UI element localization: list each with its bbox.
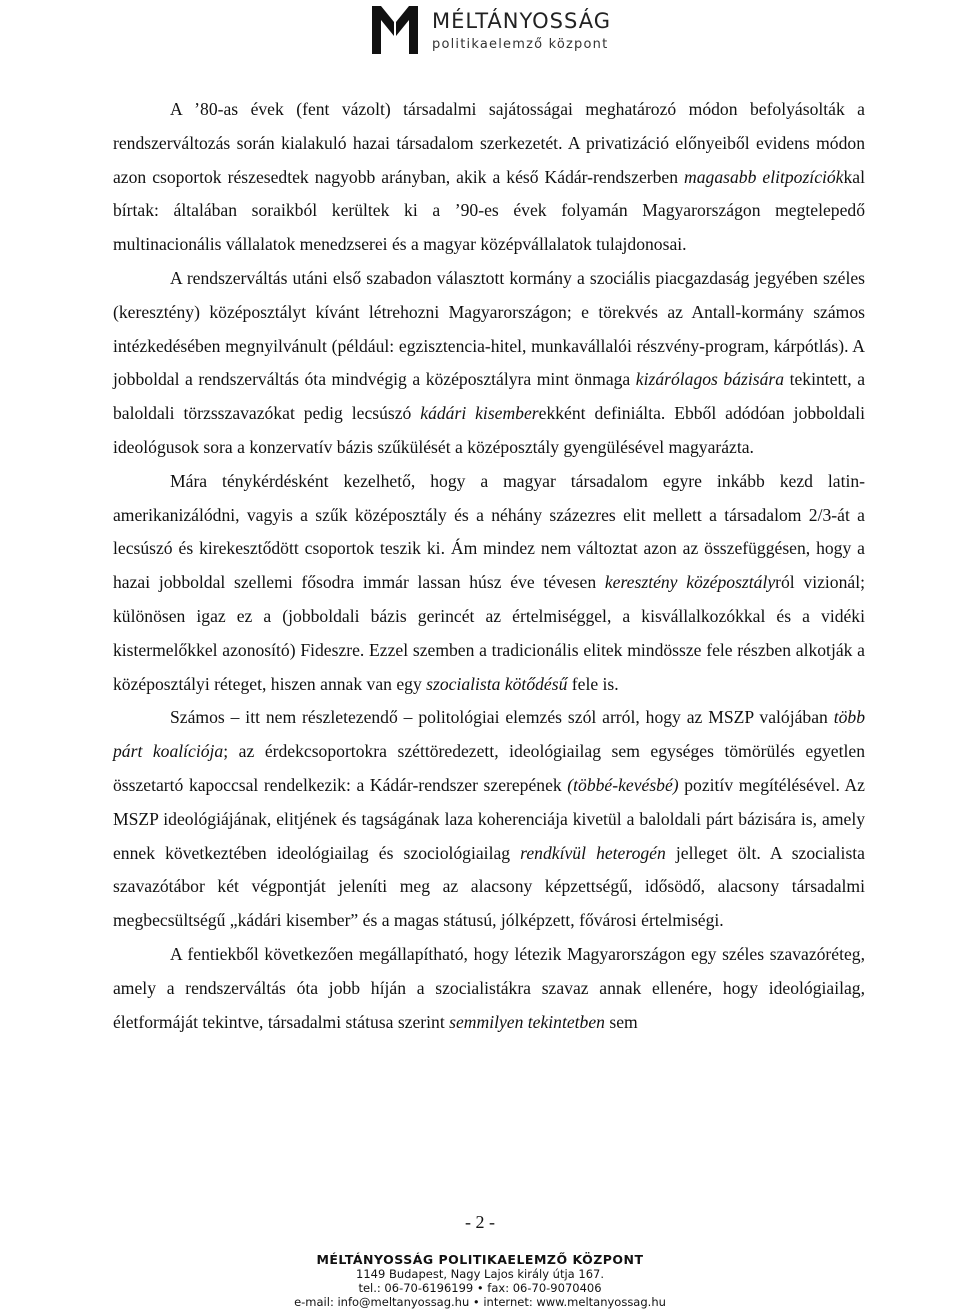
text-run: fele is. xyxy=(567,673,619,694)
footer-web: e-mail: info@meltanyossag.hu • internet: www.meltanyossag.hu xyxy=(294,1295,666,1309)
italic-phrase: szocialista kötődésű xyxy=(426,673,568,694)
text-run: Mára ténykérdésként kezelhető, hogy a magyar társadalom egyre inkább kezd latin-amerikanizálódni, vagyis a szűk középosztály és a néhány százezres elit mellett a társadalom 2/3-át a lecsúszó és kirekesztődött csoportok teszik ki. Ám mindez nem változtat azon az összefüggésen, hogy a hazai jobboldal szellemi fősodra immár lassan húsz éve tévesen xyxy=(113,470,865,593)
footer xyxy=(0,1252,960,1309)
page-number: - 2 - xyxy=(465,1212,495,1232)
logo-subtitle: politikaelemző központ xyxy=(432,37,609,52)
text-run: Számos – itt nem részletezendő – politológiai elemzés szól arról, hogy az MSZP valójában xyxy=(170,707,834,728)
text-run: kal bírtak: általában soraikból kerültek ki a ’90-es évek folyamán Magyarországon megtelepedő multinacionális vállalatok menedzserei és a magyar középvállalatok tulajdonosai. xyxy=(113,166,865,255)
text-run: A ’80-as évek (fent vázolt) társadalmi sajátosságai meghatározó módon befolyásolták a rendszerváltozás során kialakuló hazai társadalom szerkezetét. A privatizáció előnyeiből evidens módon azon csoportok részesedtek nagyobb arányban, akik a késő Kádár-rendszerben xyxy=(113,99,865,187)
footer-organization: MÉLTÁNYOSSÁG POLITIKAELEMZŐ KÖZPONT xyxy=(316,1252,644,1267)
italic-phrase: (többé-kevésbé) xyxy=(567,774,679,795)
text-run: A rendszerváltás utáni első szabadon választott kormány a szociális piacgazdaság jegyében széles (keresztény) középosztályt kívánt létrehozni Magyarországon; e törekvés az Antall-kormány számos intézkedésében megnyilvánult (például: egzisztencia-hitel, munkavállalói részvény-program, kárpótlás). A jobboldal a rendszerváltás óta mindvégig a középosztályra mint önmaga xyxy=(113,267,865,390)
italic-phrase: magasabb elitpozíciók xyxy=(684,166,844,187)
paragraph xyxy=(113,701,865,938)
italic-phrase: keresztény középosztály xyxy=(604,572,776,593)
italic-phrase: semmilyen tekintetben xyxy=(449,1011,605,1032)
paragraph xyxy=(113,262,865,465)
text-run: ról vizionál; különösen igaz ez a (jobboldali bázis gerincét az értelmiséggel, a kisvállalkozókkal és a vidéki kistermelőkkel azonosító) Fideszre. Ezzel szemben a tradicionális elitek mindössze fele részben alkotják a középosztályi réteget, hiszen annak van egy xyxy=(113,572,865,694)
text-run: tekintett, a baloldali törzsszavazókat pedig lecsúszó xyxy=(113,369,866,424)
text-run: ekként definiálta. Ebből adódóan jobboldali ideológusok sora a konzervatív bázis szűkülését a középosztály gyengülésével magyarázta. xyxy=(113,403,865,457)
body-text xyxy=(113,93,865,1039)
paragraph xyxy=(113,465,865,702)
logo-mark-icon xyxy=(372,4,428,56)
text-run: A fentiekből következően megállapítható, hogy létezik Magyarországon egy széles szavazóréteg, amely a rendszerváltás óta jobb híján a szocialistákra szavaz annak ellenére, hogy ideológiailag, életformáját tekintve, társadalmi státusa szerint xyxy=(113,943,865,1032)
italic-phrase: kádári kisember xyxy=(420,403,539,424)
header-logo xyxy=(372,4,632,56)
italic-phrase: több párt koalíciója xyxy=(113,707,865,762)
text-run: pozitív megítélésével. Az MSZP ideológiájának, elitjének és tagságának laza koherenciája kivetül a baloldali párt bázisára is, amely ennek következtében ideológiailag és szociológiailag xyxy=(113,774,865,863)
logo-title: MÉLTÁNYOSSÁG xyxy=(432,9,611,33)
footer-phone: tel.: 06-70-6196199 • fax: 06-70-9070406 xyxy=(358,1281,602,1295)
paragraph xyxy=(113,93,865,262)
italic-phrase: rendkívül heterogén xyxy=(520,842,666,863)
text-run: sem xyxy=(604,1011,638,1032)
text-run: jelleget ölt. A szocialista szavazótábor két végpontját jeleníti meg az alacsony képzettségű, idősödő, alacsony társadalmi megbecsültségű „kádári kisember” és a magas státusú, jólképzett, fővárosi értelmiségi. xyxy=(113,842,865,931)
footer-address: 1149 Budapest, Nagy Lajos király útja 167. xyxy=(356,1267,604,1281)
text-run: ; az érdekcsoportokra széttöredezett, ideológiailag sem egységes tömörülés egyetlen összetartó kapoccsal rendelkezik: a Kádár-rendszer szerepének xyxy=(113,741,865,795)
italic-phrase: kizárólagos bázisára xyxy=(635,369,785,390)
paragraph xyxy=(113,938,865,1039)
